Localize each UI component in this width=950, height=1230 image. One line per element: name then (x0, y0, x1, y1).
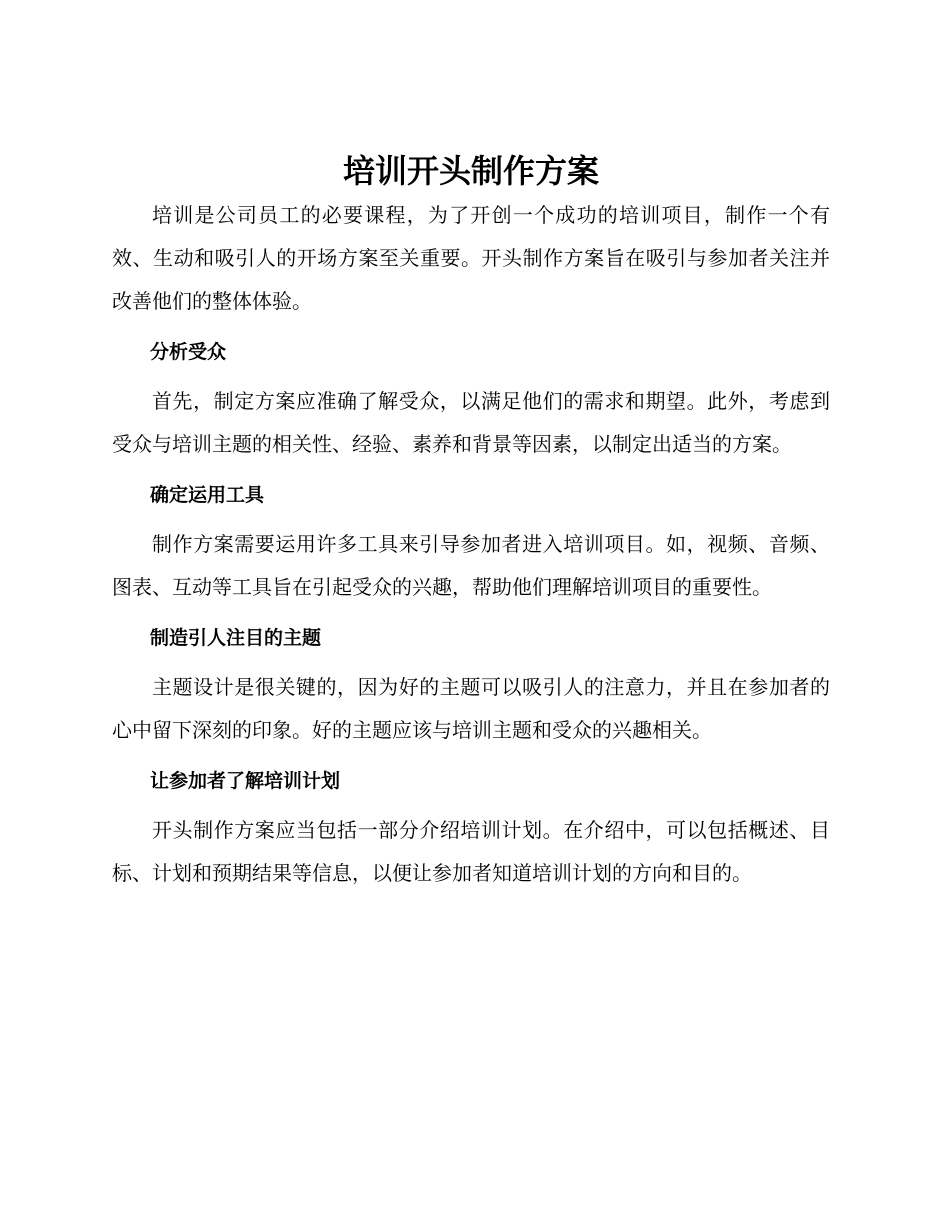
document-title: 培训开头制作方案 (342, 152, 599, 190)
section-heading-theme: 制造引人注目的主题 (150, 627, 322, 649)
document-page (112, 148, 830, 895)
section-heading-audience: 分析受众 (150, 341, 227, 363)
intro-paragraph: 培训是公司员工的必要课程，为了开创一个成功的培训项目，制作一个有效、生动和吸引人的开场方案至关重要。开头制作方案旨在吸引与参加者关注并改善他们的整体体验。 (112, 203, 830, 313)
section-body-theme: 主题设计是很关键的，因为好的主题可以吸引人的注意力，并且在参加者的心中留下深刻的印象。好的主题应该与培训主题和受众的兴趣相关。 (112, 675, 830, 742)
section-heading-plan: 让参加者了解培训计划 (150, 770, 341, 792)
section-body-tools: 制作方案需要运用许多工具来引导参加者进入培训项目。如，视频、音频、图表、互动等工具旨在引起受众的兴趣，帮助他们理解培训项目的重要性。 (112, 532, 830, 599)
section-body-audience: 首先，制定方案应准确了解受众，以满足他们的需求和期望。此外，考虑到受众与培训主题的相关性、经验、素养和背景等因素，以制定出适当的方案。 (112, 389, 830, 456)
section-body-plan: 开头制作方案应当包括一部分介绍培训计划。在介绍中，可以包括概述、目标、计划和预期结果等信息，以便让参加者知道培训计划的方向和目的。 (112, 818, 830, 885)
section-heading-tools: 确定运用工具 (150, 484, 265, 506)
